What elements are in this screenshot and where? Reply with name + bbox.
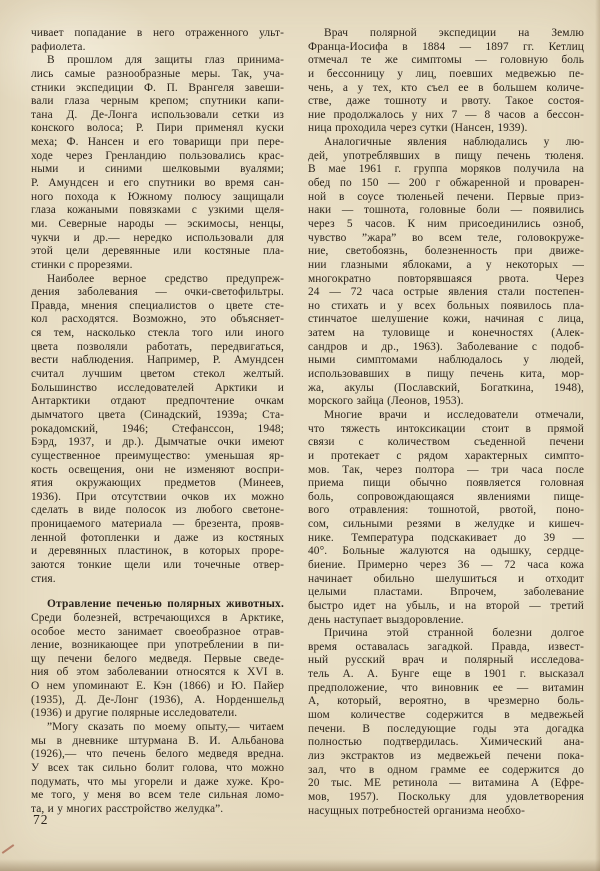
text-line: ление, возникающее при употреблении в пи- bbox=[31, 639, 284, 652]
section-heading: Отравление печенью полярных животных. bbox=[47, 598, 284, 611]
text-line: шом количестве содержится в медвежьей bbox=[308, 709, 584, 722]
text-line: Врач полярной экспедиции на Землю bbox=[324, 27, 584, 39]
text-line: проницаемого материала — брезента, прояв- bbox=[31, 518, 284, 531]
text-line: мов, 1957). Поскольку для удовлетворения bbox=[308, 790, 584, 803]
text-line: ния об этом заболевании относятся к XVI в. bbox=[31, 666, 284, 679]
text-line: дения заболевания — очки-светофильтры. bbox=[31, 286, 284, 299]
text-line: Среди болезней, встречающихся в Арктике, bbox=[31, 611, 284, 624]
text-line: многократно повторявшаяся рвота. Через bbox=[308, 272, 584, 285]
text-line: кость освещения, они не изменяют воспри- bbox=[31, 463, 284, 476]
text-line: лиз экстрактов из медвежьей печени пока- bbox=[308, 749, 584, 762]
text-line: ме того, у меня во всем теле сильная ломо- bbox=[31, 789, 284, 802]
text-line: В прошлом для защиты глаз принима- bbox=[47, 54, 284, 67]
text-line: существенное преимущество: уменьшая яр- bbox=[31, 449, 284, 462]
text-line: вали глаза черным крепом; спутники капи- bbox=[31, 95, 284, 108]
text-line: быстро идет на убыль, и на второй — третий bbox=[308, 599, 584, 612]
text-line: глаза кожаными повязками с узкими щеля- bbox=[31, 204, 284, 217]
text-line: полностью подтвердилась. Химический ана- bbox=[308, 736, 584, 749]
text-line: сом, сильными резями в желудке и кишеч- bbox=[308, 518, 584, 531]
text-line: этой цели деревянные или костяные пла- bbox=[31, 245, 284, 258]
text-line: мов. Так, через полтора — три часа после bbox=[308, 463, 584, 476]
text-line: (1935), Д. Де-Лонг (1936), А. Норденшельд bbox=[31, 693, 284, 706]
text-line: насущных потребностей организма необхо- bbox=[308, 804, 525, 817]
text-line: время оставалась загадкой. Правда, извест- bbox=[308, 640, 584, 653]
text-line: ница проходила через сутки (Нансен, 1939). bbox=[308, 122, 528, 135]
text-line: ходе через Гренландию пользовались крас- bbox=[31, 149, 284, 162]
text-line: затем на туловище и конечностях (Алек- bbox=[308, 327, 584, 340]
text-line: Аналогичные явления наблюдались у лю- bbox=[324, 136, 584, 149]
text-line: и протекает с рядом характерных симпто- bbox=[308, 449, 584, 462]
text-line: зал, что в одном грамме ее содержится до bbox=[308, 763, 584, 776]
text-line: Антарктики отдают предпочтение очкам bbox=[31, 395, 284, 408]
text-line: ”Могу сказать по моему опыту,— читаем bbox=[47, 721, 284, 734]
text-line: сандров и др., 1963). Заболевание с подоб- bbox=[308, 340, 584, 353]
text-line: чень, а у тех, кто съел ее в большем количе- bbox=[308, 81, 584, 94]
text-line: конского волоса; Р. Пири применял куски bbox=[31, 122, 284, 135]
text-line: использовавших в пищу печень кита, мор- bbox=[308, 368, 584, 381]
text-line: сделать в виде полосок из любого светоне- bbox=[31, 504, 284, 517]
text-line: нии глазными яблоками, а у некоторых — bbox=[308, 258, 584, 271]
text-line: предположение, что виновник ее — витамин bbox=[308, 681, 584, 694]
text-line: Правда, мнения специалистов о цвете сте- bbox=[31, 299, 284, 312]
text-line: (1936) и другие полярные исследователи. bbox=[31, 707, 238, 720]
text-line: стинки с прорезями. bbox=[31, 258, 133, 271]
text-line: что тяжесть интоксикации стоит в прямой bbox=[308, 422, 584, 435]
paragraph bbox=[308, 409, 584, 627]
text-line: чувство ”жара” во всем теле, головокруже- bbox=[308, 231, 584, 244]
text-line: О нем упоминают Е. Кэн (1866) и Ю. Пайер bbox=[31, 680, 284, 693]
text-line: жа, акулы (Пославский, Богаткина, 1948), bbox=[308, 381, 584, 394]
scan-corner-mark bbox=[2, 844, 15, 854]
text-line: нике. Температура подскакивает до 39 — bbox=[308, 531, 584, 544]
text-line: ными симптомами наблюдалось у людей, bbox=[308, 354, 584, 367]
paragraph bbox=[31, 273, 284, 587]
text-line: лись самые разнообразные меры. Так, уча- bbox=[31, 67, 284, 80]
text-line: тана Д. Де-Лонга использовали сетки из bbox=[31, 108, 284, 121]
text-line: А, который, вероятно, в чрезмерно боль- bbox=[308, 695, 584, 708]
text-line: 20 тыс. МЕ ретинола — витамина А (Ефре- bbox=[308, 777, 584, 790]
text-line: ние продолжалось у них 7 — 8 часов а бессон- bbox=[308, 108, 584, 121]
text-line: Многие врачи и исследователи отмечали, bbox=[324, 408, 584, 421]
text-line: связи с количеством съеденной печени bbox=[308, 436, 584, 449]
text-line: ного похода к Южному полюсу защищали bbox=[31, 190, 284, 203]
text-line: заются тонкие щели или точечные отвер- bbox=[31, 558, 284, 571]
text-line: чивает попадание в него отраженного ульт- bbox=[31, 27, 284, 39]
text-line: особое место занимает своеобразное отрав- bbox=[31, 625, 284, 638]
text-line: боль, сопровождающаяся явлениями пище- bbox=[308, 490, 584, 503]
text-line: тель А. А. Бунге еще в 1901 г. высказал bbox=[308, 668, 584, 681]
text-line: и бессонницу у лиц, поевших медвежью пе- bbox=[308, 67, 584, 80]
text-line: ными и синими шелковыми вуалями; bbox=[31, 163, 284, 176]
paragraph bbox=[31, 721, 284, 816]
text-line: стники экспедиции Ф. П. Врангеля завеши- bbox=[31, 81, 284, 94]
text-line: вести наблюдения. Например, Р. Амундсен bbox=[31, 354, 284, 367]
text-line: ятия окружающих предметов (Минеев, bbox=[31, 477, 284, 490]
text-line: приема пищи обычно появляется головная bbox=[308, 477, 584, 490]
text-line: Причина этой странной болезни долгое bbox=[324, 627, 584, 640]
text-line: дей, употреблявших в пищу печень тюленя. bbox=[308, 149, 584, 162]
scan-bottom-edge-shadow bbox=[0, 859, 600, 871]
text-line: щу печени белого медведя. Первые сведе- bbox=[31, 652, 284, 665]
text-line: меха; Ф. Нансен и его товарищи при пере- bbox=[31, 136, 284, 149]
text-line: стинчатое шелушение кожи, начиная с лица, bbox=[308, 313, 584, 326]
scan-right-edge-shadow bbox=[595, 0, 600, 871]
paragraph bbox=[308, 136, 584, 409]
text-line: Большинство исследователей Арктики и bbox=[31, 381, 284, 394]
text-line: чукчи и др.— нередко использовали для bbox=[31, 231, 284, 244]
text-line: целыми пластами. Впрочем, заболевание bbox=[308, 586, 584, 599]
text-line: отмечал те же симптомы — головную боль bbox=[308, 54, 584, 67]
text-line: ной в соусе тюленьей печени. Первые приз- bbox=[308, 190, 584, 203]
text-line: 1936). При отсутствии очков их можно bbox=[31, 490, 284, 503]
text-line: рокадомский, 1946; Стефанссон, 1948; bbox=[31, 422, 284, 435]
text-line: печени. В последующие годы эта догадка bbox=[308, 722, 584, 735]
text-line: ми. Северные народы — эскимосы, ненцы, bbox=[31, 217, 284, 230]
text-line: цвета позволяли работать, передвигаться, bbox=[31, 340, 284, 353]
text-line: через 5 часов. К ним присоединились озноб, bbox=[308, 217, 584, 230]
text-line: ный русский врач и полярный исследова- bbox=[308, 654, 584, 667]
text-line: дымчатого цвета (Синадский, 1939а; Ста- bbox=[31, 408, 284, 421]
text-line: ся тем, насколько стекла того или иного bbox=[31, 327, 284, 340]
text-line: стве, даже тошноту и рвоту. Такое состоя- bbox=[308, 95, 584, 108]
text-line: У всех так сильно болит голова, что можно bbox=[31, 761, 284, 774]
paragraph bbox=[31, 27, 284, 54]
text-line: та, и у многих расстройство желудка”. bbox=[31, 802, 224, 815]
text-line: Бэрд, 1937, и др.). Дымчатые очки имеют bbox=[31, 436, 284, 449]
text-line: наки — тошнота, головные боли — появились bbox=[308, 204, 584, 217]
text-line: день наступает выздоровление. bbox=[308, 613, 464, 626]
text-line: рафиолета. bbox=[31, 40, 86, 53]
paragraph bbox=[31, 598, 284, 721]
text-line: начинает обильно шелушиться и отходит bbox=[308, 572, 584, 585]
paragraph bbox=[31, 54, 284, 272]
text-line: обед по 150 — 200 г обжаренной и проварен- bbox=[308, 177, 584, 190]
text-line: и деревянных пластинок, в которых проре- bbox=[31, 545, 284, 558]
text-line: подумать, что мы угорели и даже хуже. Кро- bbox=[31, 775, 284, 788]
text-line: (1926),— что печень белого медведя вредна. bbox=[31, 748, 284, 761]
column-left bbox=[31, 27, 284, 818]
text-line: считал лучшим цветом стекол желтый. bbox=[31, 368, 284, 381]
text-line: ленной фотопленки и даже из костяных bbox=[31, 531, 284, 544]
text-line: 24 — 72 часа острые явления стали постепен- bbox=[308, 286, 584, 299]
text-line: ние, светобоязнь, болезненность при движе- bbox=[308, 245, 584, 258]
text-line: вого отравления: тошнотой, рвотой, поно- bbox=[308, 504, 584, 517]
text-line: Р. Амундсен и его спутники во время сан- bbox=[31, 177, 284, 190]
page-number: 72 bbox=[33, 812, 49, 827]
text-line: Наиболее верное средство предупреж- bbox=[47, 272, 284, 285]
text-line: кол расходятся. Возможно, это объясняет- bbox=[31, 313, 284, 326]
text-line: Франца-Иосифа в 1884 — 1897 гг. Кетлиц bbox=[308, 40, 584, 53]
text-line: 40°. Больные жалуются на одышку, сердце- bbox=[308, 545, 584, 558]
paragraph bbox=[308, 627, 584, 818]
page-content bbox=[31, 27, 584, 818]
text-line: мы в дневнике штурмана В. И. Альбанова bbox=[31, 734, 284, 747]
text-line: стия. bbox=[31, 572, 56, 585]
text-line: биение. Примерно через 36 — 72 часа кожа bbox=[308, 558, 584, 571]
text-line: В мае 1961 г. группа моряков получила на bbox=[308, 163, 584, 176]
column-right bbox=[308, 27, 584, 818]
text-line: но стихать и у всех больных появилось пла- bbox=[308, 299, 584, 312]
text-line: морского зайца (Леонов, 1953). bbox=[308, 395, 464, 408]
paragraph bbox=[308, 27, 584, 136]
